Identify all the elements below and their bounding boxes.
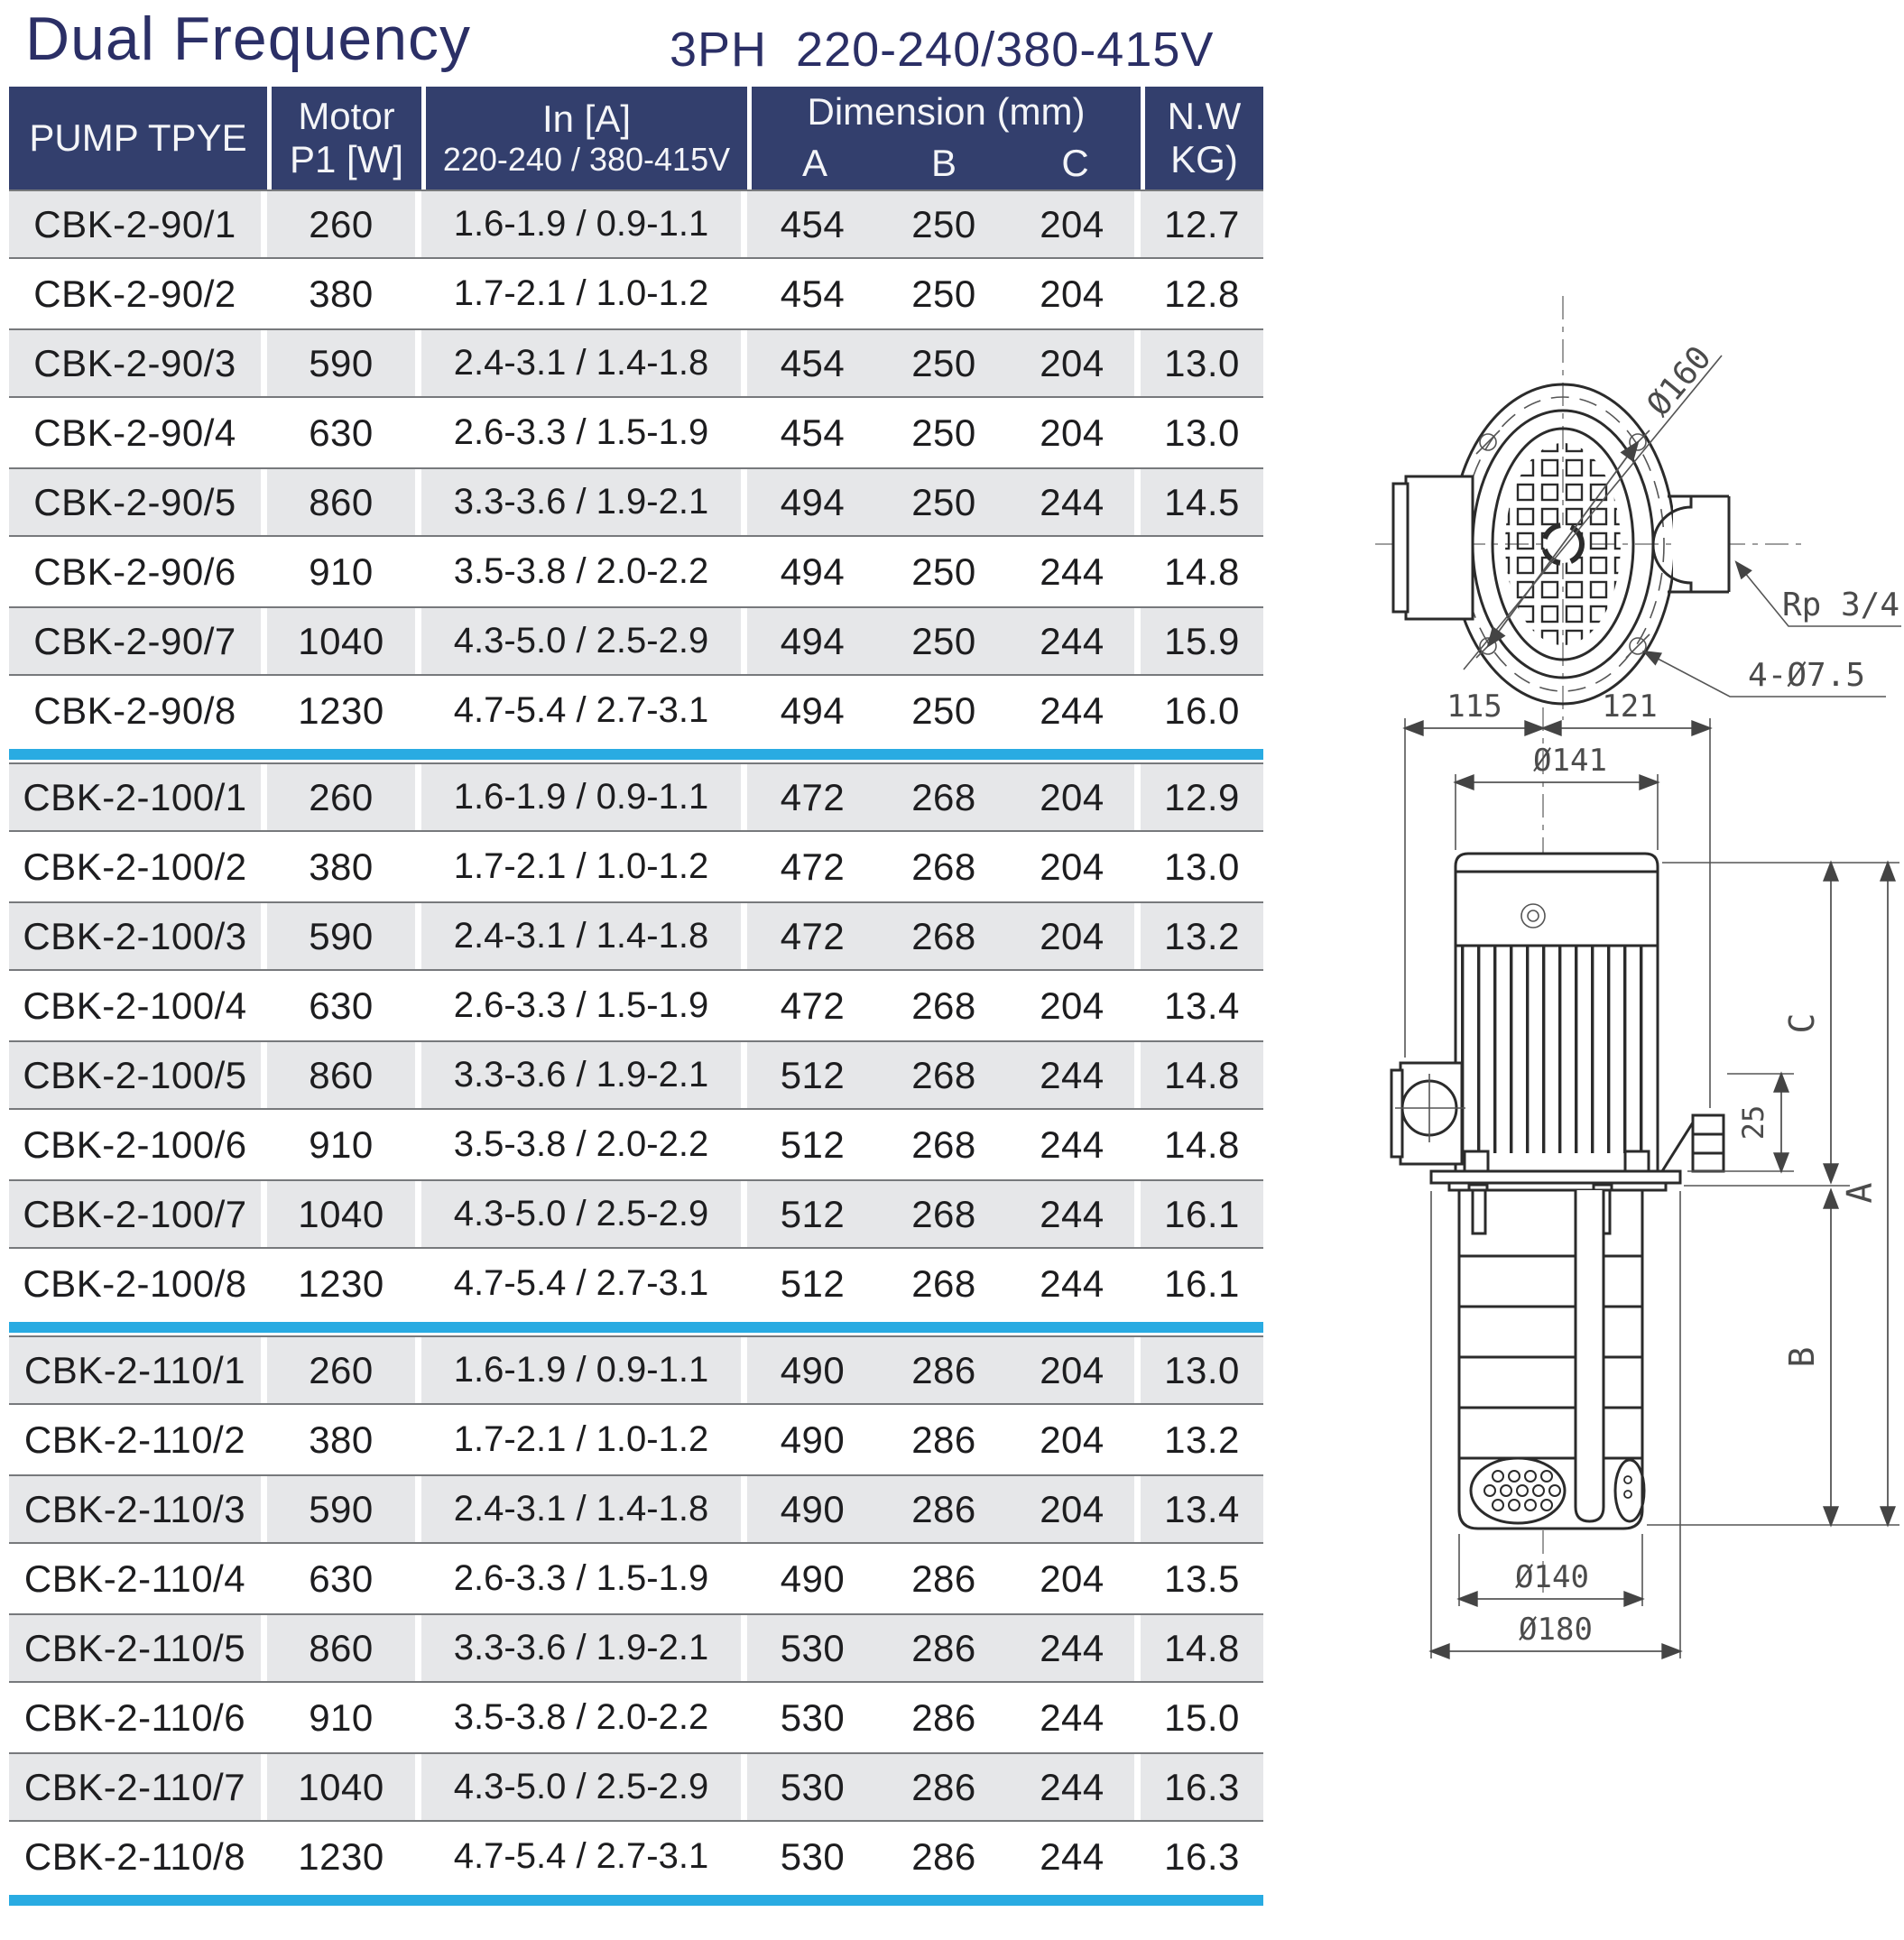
dim-c-cell: 244 — [1010, 1042, 1141, 1108]
dim-b-cell: 250 — [911, 550, 976, 593]
pump-type-cell: CBK-2-110/1 — [9, 1337, 267, 1403]
discharge-pipe — [1576, 1190, 1604, 1521]
dim-label-25: 25 — [1736, 1104, 1770, 1141]
terminal-box-top — [1393, 476, 1473, 619]
pump-type-cell: CBK-2-90/4 — [9, 400, 267, 466]
pump-stack — [1459, 1190, 1644, 1529]
page-title: Dual Frequency — [25, 5, 472, 73]
table-row — [9, 606, 1263, 676]
dim-b-cell: 286 — [911, 1834, 976, 1878]
cooling-fins — [1460, 946, 1653, 1153]
spec-table-body — [9, 189, 1263, 1908]
weight-cell: 16.1 — [1141, 1181, 1263, 1247]
motor-power-cell: 630 — [267, 973, 421, 1039]
weight-cell: 14.8 — [1141, 1615, 1263, 1681]
dim-b-cell: 268 — [911, 1122, 976, 1166]
header-dimension — [747, 87, 1141, 138]
weight-cell: 13.0 — [1141, 330, 1263, 396]
dim-a-cell: 490 — [780, 1557, 846, 1600]
pump-type-cell: CBK-2-100/6 — [9, 1112, 267, 1178]
dim-b-cell: 268 — [878, 764, 1010, 830]
motor-power-cell: 630 — [267, 400, 421, 466]
dim-b-cell: 250 — [878, 608, 1010, 674]
pump-side-view-drawing — [1390, 686, 1904, 1692]
pump-type-cell: CBK-2-100/8 — [9, 1251, 267, 1316]
pump-type-cell: CBK-2-100/2 — [9, 834, 267, 900]
table-row — [9, 1822, 1263, 1891]
dim-141 — [1456, 743, 1658, 850]
current-cell: 3.5-3.8 / 2.0-2.2 — [421, 1112, 747, 1178]
dim-b-cell: 268 — [878, 1181, 1010, 1247]
weight-cell: 13.2 — [1164, 1418, 1240, 1461]
current-cell: 1.6-1.9 / 0.9-1.1 — [421, 764, 747, 830]
table-row — [9, 901, 1263, 971]
table-row — [9, 1040, 1263, 1110]
header-current — [421, 87, 747, 189]
motor-power-cell: 910 — [267, 1112, 421, 1178]
header-dim-c — [1010, 138, 1141, 189]
dim-a-cell: 530 — [780, 1695, 846, 1739]
dim-label-121: 121 — [1602, 688, 1658, 725]
pump-type-cell: CBK-2-90/2 — [9, 261, 267, 327]
pump-type-cell: CBK-2-90/1 — [9, 191, 267, 257]
dim-a-cell: 494 — [780, 688, 846, 732]
weight-cell: 16.3 — [1164, 1834, 1240, 1878]
dim-c-cell: 204 — [1010, 1476, 1141, 1542]
header-pump-type-label: PUMP TPYE — [29, 115, 247, 159]
dim-c-cell: 244 — [1010, 1112, 1141, 1178]
dim-b-cell: 286 — [911, 1557, 976, 1600]
weight-cell: 16.3 — [1141, 1754, 1263, 1820]
weight-cell: 13.0 — [1164, 411, 1240, 454]
motor-power-cell: 910 — [267, 1685, 421, 1751]
current-cell: 4.7-5.4 / 2.7-3.1 — [421, 1251, 747, 1316]
table-row — [9, 762, 1263, 832]
table-row — [9, 1405, 1263, 1474]
table-row — [9, 1474, 1263, 1544]
dim-a-cell: 494 — [747, 469, 878, 535]
table-row — [9, 1179, 1263, 1249]
table-row — [9, 1752, 1263, 1822]
dim-label-141: Ø141 — [1533, 743, 1607, 779]
header-dim-b — [878, 138, 1010, 189]
pump-type-cell: CBK-2-100/1 — [9, 764, 267, 830]
current-cell: 2.4-3.1 / 1.4-1.8 — [421, 1476, 747, 1542]
header-net-weight — [1141, 87, 1263, 189]
dim-label-b: B — [1782, 1346, 1822, 1368]
table-row — [9, 1249, 1263, 1318]
motor-power-cell: 860 — [267, 1042, 421, 1108]
dim-a-cell: 494 — [747, 608, 878, 674]
current-cell: 3.3-3.6 / 1.9-2.1 — [421, 1615, 747, 1681]
dim-c-cell: 244 — [1010, 608, 1141, 674]
dim-b-cell: 268 — [911, 984, 976, 1027]
weight-cell: 13.2 — [1141, 903, 1263, 969]
dim-b-cell: 286 — [878, 1754, 1010, 1820]
dim-c-cell: 244 — [1010, 539, 1141, 605]
dim-c-cell: 204 — [1010, 834, 1141, 900]
dim-a-cell: 512 — [780, 1261, 846, 1305]
dim-a-cell: 490 — [747, 1337, 878, 1403]
motor-power-cell: 1040 — [267, 1754, 421, 1820]
table-row — [9, 398, 1263, 467]
current-cell: 1.6-1.9 / 0.9-1.1 — [421, 1337, 747, 1403]
dim-b — [1647, 1190, 1899, 1525]
pump-top-view-drawing — [1319, 262, 1904, 735]
motor-power-cell: 590 — [267, 903, 421, 969]
header-dim-b-label: B — [930, 142, 957, 185]
dim-a — [1840, 863, 1888, 1525]
weight-cell: 14.8 — [1141, 1042, 1263, 1108]
dim-b-cell: 268 — [911, 845, 976, 888]
pump-type-cell: CBK-2-110/8 — [9, 1824, 267, 1889]
motor-body — [1456, 854, 1658, 1173]
header-dim-c-label: C — [1061, 142, 1089, 185]
motor-power-cell: 630 — [267, 1546, 421, 1612]
table-row — [9, 1544, 1263, 1613]
pump-type-cell: CBK-2-100/5 — [9, 1042, 267, 1108]
header-current-line1: In [A] — [541, 97, 632, 141]
spec-table — [9, 87, 1263, 1908]
dim-b-cell: 286 — [911, 1695, 976, 1739]
dim-a-cell: 472 — [747, 764, 878, 830]
dim-label-160: Ø160 — [1640, 339, 1719, 423]
table-row — [9, 1110, 1263, 1179]
header-nw-line2: KG) — [1170, 138, 1238, 180]
dim-c-cell: 244 — [1010, 1754, 1141, 1820]
motor-power-cell: 260 — [267, 191, 421, 257]
header-motor-line2: P1 [W] — [289, 138, 404, 180]
motor-power-cell: 380 — [267, 834, 421, 900]
dim-c-cell: 204 — [1010, 764, 1141, 830]
dim-c-cell: 244 — [1010, 1251, 1141, 1316]
dim-a-cell: 512 — [780, 1122, 846, 1166]
current-cell: 4.3-5.0 / 2.5-2.9 — [421, 1754, 747, 1820]
dim-b-cell: 268 — [878, 1042, 1010, 1108]
current-cell: 3.3-3.6 / 1.9-2.1 — [421, 1042, 747, 1108]
dim-c-cell: 244 — [1010, 1685, 1141, 1751]
weight-cell: 13.4 — [1164, 984, 1240, 1027]
dim-c-cell: 204 — [1010, 400, 1141, 466]
dim-c-cell: 244 — [1010, 678, 1141, 744]
motor-power-cell: 860 — [267, 469, 421, 535]
motor-power-cell: 1040 — [267, 1181, 421, 1247]
bolt-hole-label: 4-Ø7.5 — [1747, 657, 1866, 694]
table-row — [9, 832, 1263, 901]
motor-power-cell: 1040 — [267, 608, 421, 674]
header-current-line2: 220-240 / 380-415V — [442, 141, 731, 179]
dim-b-cell: 250 — [878, 330, 1010, 396]
dim-label-c: C — [1782, 1012, 1822, 1034]
weight-cell: 13.0 — [1164, 845, 1240, 888]
dim-a-cell: 490 — [747, 1476, 878, 1542]
weight-cell: 13.4 — [1141, 1476, 1263, 1542]
weight-cell: 16.0 — [1164, 688, 1240, 732]
pump-type-cell: CBK-2-90/8 — [9, 678, 267, 744]
pump-type-cell: CBK-2-110/5 — [9, 1615, 267, 1681]
thread-label: Rp 3/4 — [1781, 587, 1900, 624]
pump-type-cell: CBK-2-100/7 — [9, 1181, 267, 1247]
current-cell: 4.3-5.0 / 2.5-2.9 — [421, 1181, 747, 1247]
dim-a-cell: 454 — [747, 191, 878, 257]
header-motor-line1: Motor — [298, 94, 395, 137]
table-row — [9, 1613, 1263, 1683]
dim-a-cell: 494 — [780, 550, 846, 593]
dim-a-cell: 454 — [780, 272, 846, 315]
dim-c-cell: 204 — [1010, 1546, 1141, 1612]
dim-a-cell: 512 — [747, 1042, 878, 1108]
dim-a-cell: 530 — [747, 1754, 878, 1820]
dim-c-cell: 244 — [1010, 469, 1141, 535]
current-cell: 1.6-1.9 / 0.9-1.1 — [421, 191, 747, 257]
thread-callout — [1736, 562, 1901, 626]
table-row — [9, 328, 1263, 398]
motor-power-cell: 910 — [267, 539, 421, 605]
dim-c-cell: 204 — [1010, 261, 1141, 327]
table-row — [9, 971, 1263, 1040]
weight-cell: 13.5 — [1164, 1557, 1240, 1600]
motor-power-cell: 260 — [267, 764, 421, 830]
dim-c-cell: 204 — [1010, 1407, 1141, 1473]
dim-a-cell: 530 — [780, 1834, 846, 1878]
weight-cell: 15.9 — [1141, 608, 1263, 674]
group-separator — [9, 745, 1263, 762]
dim-b-cell: 250 — [911, 688, 976, 732]
current-cell: 1.7-2.1 / 1.0-1.2 — [421, 1407, 747, 1473]
weight-cell: 12.7 — [1141, 191, 1263, 257]
dim-c-cell: 244 — [1010, 1824, 1141, 1889]
pump-type-cell: CBK-2-100/3 — [9, 903, 267, 969]
dim-c-cell: 204 — [1010, 903, 1141, 969]
dim-c-cell: 244 — [1010, 1615, 1141, 1681]
weight-cell: 12.9 — [1141, 764, 1263, 830]
outlet-port-side — [1693, 1115, 1724, 1171]
current-cell: 3.3-3.6 / 1.9-2.1 — [421, 469, 747, 535]
table-bottom-rule — [9, 1891, 1263, 1908]
current-cell: 4.7-5.4 / 2.7-3.1 — [421, 678, 747, 744]
spec-table-header — [9, 87, 1263, 189]
dim-a-cell: 454 — [780, 411, 846, 454]
motor-power-cell: 380 — [267, 261, 421, 327]
current-cell: 4.3-5.0 / 2.5-2.9 — [421, 608, 747, 674]
current-cell: 1.7-2.1 / 1.0-1.2 — [421, 261, 747, 327]
dim-b-cell: 268 — [878, 903, 1010, 969]
dim-b-cell: 250 — [878, 191, 1010, 257]
current-cell: 2.6-3.3 / 1.5-1.9 — [421, 400, 747, 466]
dim-a-cell: 530 — [747, 1615, 878, 1681]
dim-a-cell: 454 — [747, 330, 878, 396]
pump-type-cell: CBK-2-90/7 — [9, 608, 267, 674]
pump-type-cell: CBK-2-90/5 — [9, 469, 267, 535]
dim-b-cell: 250 — [878, 469, 1010, 535]
weight-cell: 15.0 — [1164, 1695, 1240, 1739]
motor-power-cell: 590 — [267, 1476, 421, 1542]
pump-type-cell: CBK-2-110/6 — [9, 1685, 267, 1751]
header-nw-line1: N.W — [1167, 94, 1242, 137]
weight-cell: 12.8 — [1164, 272, 1240, 315]
dim-label-140: Ø140 — [1515, 1559, 1589, 1595]
weight-cell: 16.1 — [1164, 1261, 1240, 1305]
current-cell: 2.6-3.3 / 1.5-1.9 — [421, 1546, 747, 1612]
table-row — [9, 189, 1263, 259]
dim-b-cell: 250 — [911, 272, 976, 315]
dim-b-cell: 286 — [911, 1418, 976, 1461]
header-dimension-label: Dimension (mm) — [807, 90, 1086, 134]
current-cell: 2.4-3.1 / 1.4-1.8 — [421, 903, 747, 969]
group-separator — [9, 1318, 1263, 1335]
phase-voltage-subtitle: 3PH 220-240/380-415V — [670, 23, 1215, 77]
motor-power-cell: 1230 — [267, 1251, 421, 1316]
motor-power-cell: 380 — [267, 1407, 421, 1473]
current-cell: 3.5-3.8 / 2.0-2.2 — [421, 539, 747, 605]
header-dim-a — [747, 138, 878, 189]
dim-label-115: 115 — [1446, 688, 1502, 725]
dim-a-cell: 472 — [780, 845, 846, 888]
dim-a-cell: 490 — [780, 1418, 846, 1461]
motor-power-cell: 1230 — [267, 1824, 421, 1889]
dim-a-cell: 472 — [747, 903, 878, 969]
table-row — [9, 537, 1263, 606]
table-row — [9, 467, 1263, 537]
header-motor-power — [267, 87, 421, 189]
motor-power-cell: 590 — [267, 330, 421, 396]
dim-c-cell: 204 — [1010, 1337, 1141, 1403]
current-cell: 2.4-3.1 / 1.4-1.8 — [421, 330, 747, 396]
motor-power-cell: 860 — [267, 1615, 421, 1681]
weight-cell: 13.0 — [1141, 1337, 1263, 1403]
dim-c-cell: 204 — [1010, 330, 1141, 396]
table-row — [9, 259, 1263, 328]
dim-c-cell: 204 — [1010, 191, 1141, 257]
pump-type-cell: CBK-2-90/6 — [9, 539, 267, 605]
weight-cell: 14.5 — [1141, 469, 1263, 535]
dim-c-cell: 204 — [1010, 973, 1141, 1039]
header-pump-type — [9, 87, 267, 189]
dim-140 — [1459, 1534, 1642, 1606]
pump-type-cell: CBK-2-90/3 — [9, 330, 267, 396]
motor-power-cell: 1230 — [267, 678, 421, 744]
dim-b-cell: 268 — [911, 1261, 976, 1305]
current-cell: 3.5-3.8 / 2.0-2.2 — [421, 1685, 747, 1751]
dim-b-cell: 286 — [878, 1615, 1010, 1681]
terminal-box-side — [1391, 1063, 1465, 1164]
dim-a-cell: 512 — [747, 1181, 878, 1247]
pump-type-cell: CBK-2-110/4 — [9, 1546, 267, 1612]
current-cell: 1.7-2.1 / 1.0-1.2 — [421, 834, 747, 900]
pump-type-cell: CBK-2-110/3 — [9, 1476, 267, 1542]
header-dim-a-label: A — [801, 142, 827, 185]
pump-type-cell: CBK-2-110/7 — [9, 1754, 267, 1820]
dim-c-cell: 244 — [1010, 1181, 1141, 1247]
dim-b-cell: 250 — [911, 411, 976, 454]
dim-label-180: Ø180 — [1519, 1612, 1593, 1648]
weight-cell: 14.8 — [1164, 1122, 1240, 1166]
dim-label-a: A — [1840, 1182, 1880, 1204]
dim-b-cell: 286 — [878, 1337, 1010, 1403]
current-cell: 4.7-5.4 / 2.7-3.1 — [421, 1824, 747, 1889]
weight-cell: 14.8 — [1164, 550, 1240, 593]
table-row — [9, 1683, 1263, 1752]
current-cell: 2.6-3.3 / 1.5-1.9 — [421, 973, 747, 1039]
dim-b-cell: 286 — [878, 1476, 1010, 1542]
table-row — [9, 1335, 1263, 1405]
pump-type-cell: CBK-2-110/2 — [9, 1407, 267, 1473]
table-row — [9, 676, 1263, 745]
pump-type-cell: CBK-2-100/4 — [9, 973, 267, 1039]
motor-power-cell: 260 — [267, 1337, 421, 1403]
dim-a-cell: 472 — [780, 984, 846, 1027]
